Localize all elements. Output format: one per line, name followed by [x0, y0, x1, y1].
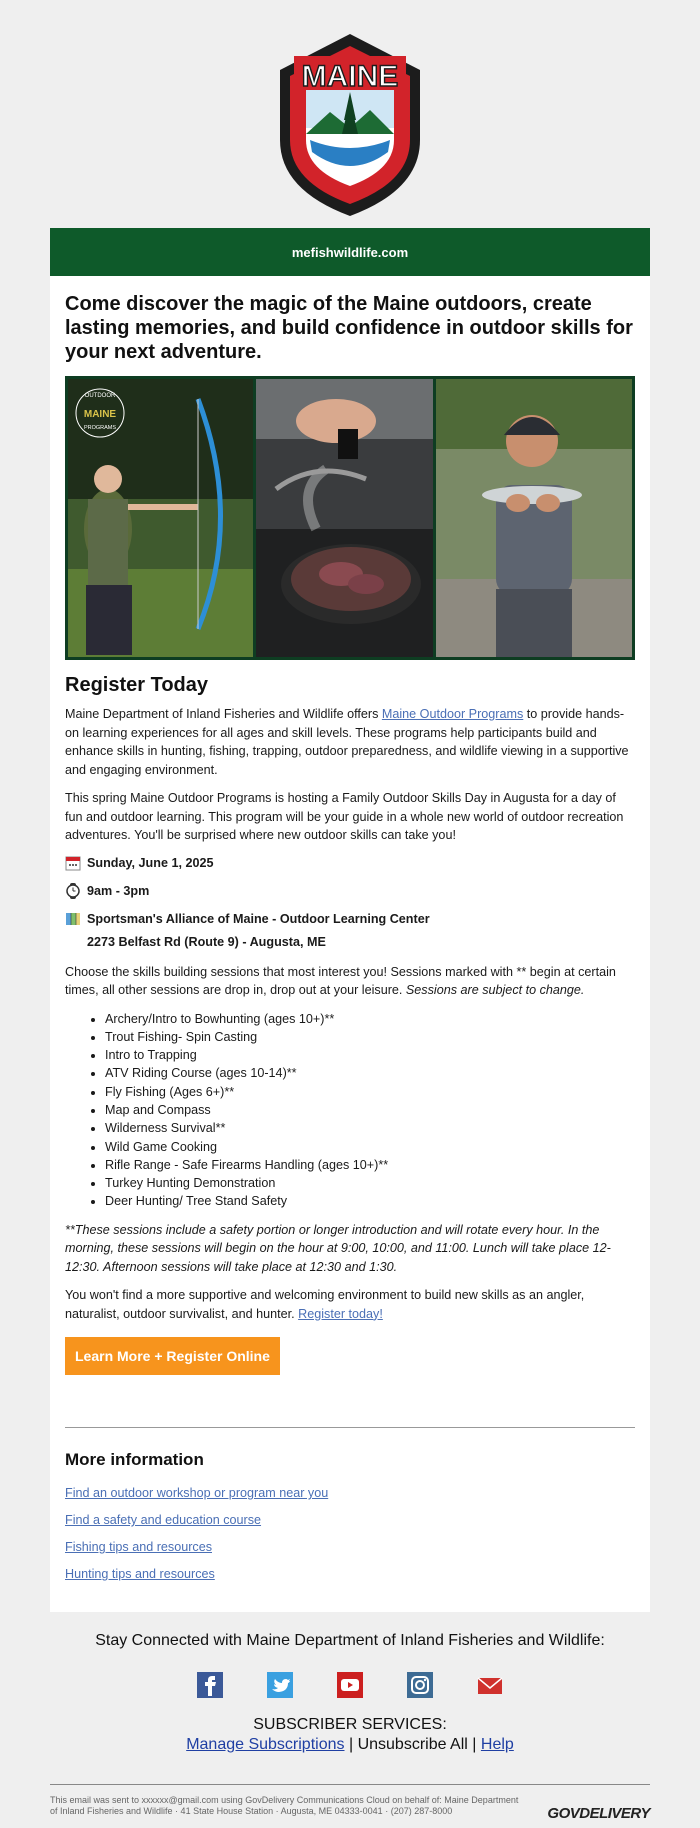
stay-connected-text: Stay Connected with Maine Department of Inland Fisheries and Wildlife: [95, 1632, 605, 1649]
calendar-icon [65, 855, 81, 871]
hunting-tips-link[interactable]: Hunting tips and resources [65, 1567, 215, 1582]
list-item: • Fly Fishing (Ages 6+)** [105, 1083, 635, 1101]
instagram-icon[interactable] [407, 1672, 433, 1698]
list-item: • Deer Hunting/ Tree Stand Safety [105, 1192, 635, 1210]
help-link[interactable]: Help [480, 1736, 514, 1753]
sessions-list [65, 1010, 635, 1211]
legal-footer [50, 1784, 650, 1822]
sessions-note: **These sessions include a safety portion or longer introduction and will rotate every hour. In the morning, these sessions will begin on the hour at 9:00, 10:00, and 11:00. Lunch will take place 12-12:30. Afternoon sessions will take place at 12:30 and 1:30. [65, 1222, 611, 1274]
list-item: • Archery/Intro to Bowhunting (ages 10+)** [105, 1010, 635, 1028]
banner-link[interactable]: mefishwildlife.com [291, 244, 409, 260]
list-item: • Intro to Trapping [105, 1046, 635, 1064]
headline: Come discover the magic of the Maine outdoors, create lasting memories, and build confidence in outdoor skills for your next adventure. [65, 293, 633, 363]
overlay-outdoor: OUTDOOR [84, 393, 116, 399]
event-time: 9am - 3pm [65, 883, 635, 899]
fishing-kid-photo [436, 379, 632, 657]
govdelivery-logo[interactable]: GOVDELIVERY [547, 1805, 650, 1822]
list-item: • ATV Riding Course (ages 10-14)** [105, 1064, 635, 1082]
list-item: • Wilderness Survival** [105, 1119, 635, 1137]
closing-paragraph: You won't find a more supportive and welcoming environment to build new skills as an angler, naturalist, outdoor survivalist, and hunter. Register today! [65, 1288, 585, 1321]
email-icon[interactable] [477, 1672, 503, 1698]
footer [0, 1632, 700, 1754]
logo-wordmark: MAINE [301, 60, 399, 93]
register-title: Register Today [65, 674, 208, 696]
overlay-programs: PROGRAMS [83, 425, 117, 431]
more-info-title: More information [65, 1450, 204, 1470]
facebook-icon[interactable] [197, 1672, 223, 1698]
twitter-icon[interactable] [267, 1672, 293, 1698]
more-info-links [65, 1486, 635, 1581]
maine-outdoor-programs-link[interactable]: Maine Outdoor Programs [381, 707, 524, 721]
list-item: • Wild Game Cooking [105, 1138, 635, 1156]
section-divider [65, 1427, 635, 1428]
list-item: • Rifle Range - Safe Firearms Handling (ages 10+)** [105, 1156, 635, 1174]
map-icon [65, 911, 81, 927]
workshop-link[interactable]: Find an outdoor workshop or program near you [65, 1486, 329, 1501]
youtube-icon[interactable] [337, 1672, 363, 1698]
subscriber-services-title: SUBSCRIBER SERVICES: [253, 1716, 447, 1733]
cooking-photo [256, 379, 433, 657]
overlay-maine: MAINE [83, 409, 117, 420]
maine-ifw-logo [270, 30, 430, 220]
logo-header [0, 30, 700, 220]
photo-strip [65, 376, 635, 660]
safety-course-link[interactable]: Find a safety and education course [65, 1513, 262, 1528]
manage-subscriptions-link[interactable]: Manage Subscriptions [186, 1736, 345, 1753]
subscriber-links: Manage Subscriptions | Unsubscribe All | Help [186, 1736, 514, 1753]
list-item: • Turkey Hunting Demonstration [105, 1174, 635, 1192]
social-links [0, 1672, 700, 1698]
event-paragraph: This spring Maine Outdoor Programs is hosting a Family Outdoor Skills Day in Augusta for a day of fun and outdoor learning. This program will be your guide in a whole new world of outdoor recreation adventures. You'll be surprised where new outdoor skills can take you! [65, 791, 624, 842]
watch-icon [65, 883, 81, 899]
intro-paragraph: Maine Department of Inland Fisheries and Wildlife offers Maine Outdoor Programs to provide hands-on learning experiences for all ages and skill levels. These programs help participants build and enhance skills in hunting, fishing, trapping, outdoor preparedness, and wildlife viewing in a supportive and engaging environment. [65, 707, 629, 777]
unsubscribe-all-link[interactable]: Unsubscribe All [357, 1736, 468, 1753]
learn-more-register-button[interactable]: Learn More + Register Online [65, 1337, 280, 1375]
list-item: • Map and Compass [105, 1101, 635, 1119]
register-today-link[interactable]: Register today! [298, 1306, 383, 1321]
fishing-tips-link[interactable]: Fishing tips and resources [65, 1540, 212, 1555]
site-banner[interactable] [50, 228, 650, 276]
event-venue: Sportsman's Alliance of Maine - Outdoor Learning Center [65, 911, 635, 927]
email-card [50, 228, 650, 1612]
sessions-intro: Choose the skills building sessions that most interest you! Sessions marked with ** begin at certain times, all other sessions are drop in, drop out at your leisure. Sessions are subject to change. [65, 964, 616, 997]
legal-text: This email was sent to xxxxxx@gmail.com using GovDelivery Communications Cloud on behalf of: Maine Department of Inland Fisheries and Wildlife · 41 State House Station · Augusta, ME 04333-0041 · (207) 287-8000 [50, 1795, 519, 1816]
event-date: Sunday, June 1, 2025 [65, 855, 635, 871]
archery-photo [68, 379, 253, 657]
event-address: 2273 Belfast Rd (Route 9) - Augusta, ME [87, 934, 326, 949]
list-item: • Trout Fishing- Spin Casting [105, 1028, 635, 1046]
